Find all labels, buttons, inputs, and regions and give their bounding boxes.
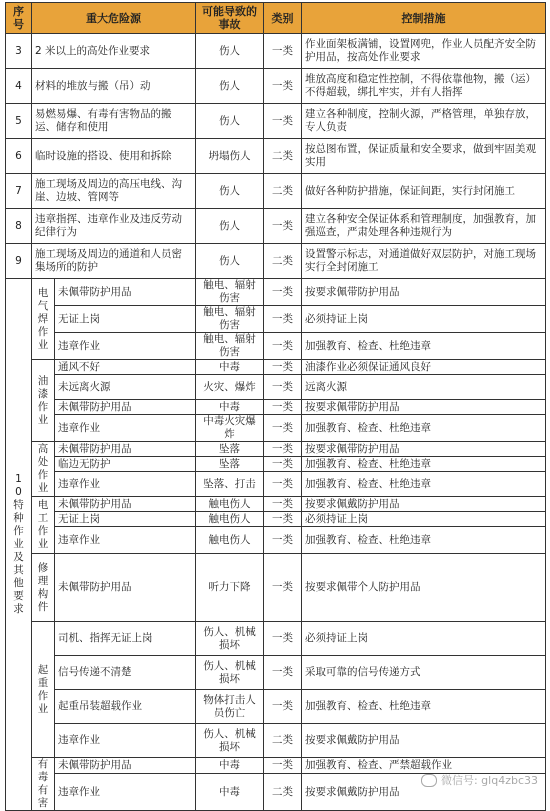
row-accident: 触电、辐射伤害	[196, 306, 264, 333]
row-accident: 物体打击人员伤亡	[196, 690, 264, 724]
table-row	[6, 375, 546, 400]
row-hazard: 施工现场及周边的通道和人员密集场所的防护	[32, 244, 196, 279]
row-hazard: 未佩带防护用品	[55, 554, 196, 622]
row-category: 一类	[264, 554, 302, 622]
row-no: 8	[6, 209, 32, 244]
row-category: 一类	[264, 104, 302, 139]
table-row	[6, 497, 546, 512]
row-accident: 触电伤人	[196, 497, 264, 512]
table-row	[6, 279, 546, 306]
row-category: 一类	[264, 472, 302, 497]
table-row	[6, 333, 546, 360]
row-accident: 触电伤人	[196, 527, 264, 554]
row-hazard: 临边无防护	[55, 457, 196, 472]
row-category: 一类	[264, 306, 302, 333]
table-row	[6, 690, 546, 724]
row-category: 二类	[264, 139, 302, 174]
row-category: 二类	[264, 724, 302, 758]
table-row	[6, 527, 546, 554]
row-no: 6	[6, 139, 32, 174]
hazard-table	[5, 2, 546, 811]
table-row	[6, 69, 546, 104]
table-row	[6, 209, 546, 244]
group-name: 电 气 焊 作 业	[32, 279, 55, 360]
row-measures: 加强教育、检查、杜绝违章	[302, 457, 546, 472]
row-hazard: 起重吊装超载作业	[55, 690, 196, 724]
row-measures: 必须持证上岗	[302, 306, 546, 333]
table-row	[6, 139, 546, 174]
row-accident: 伤人、机械损坏	[196, 622, 264, 656]
row-accident: 坍塌伤人	[196, 139, 264, 174]
row-accident: 坠落、打击	[196, 472, 264, 497]
row-measures: 按要求佩带防护用品	[302, 442, 546, 457]
special-no: 1 0 特 种 作 业 及 其 他 要 求	[6, 279, 32, 811]
row-no: 4	[6, 69, 32, 104]
row-category: 一类	[264, 527, 302, 554]
row-accident: 触电、辐射伤害	[196, 333, 264, 360]
row-category: 二类	[264, 174, 302, 209]
row-hazard: 未佩带防护用品	[55, 442, 196, 457]
table-row	[6, 360, 546, 375]
row-category: 一类	[264, 622, 302, 656]
row-category: 一类	[264, 457, 302, 472]
table-row	[6, 174, 546, 209]
row-measures: 设置警示标志，对通道做好双层防护，对施工现场实行全封闭施工	[302, 244, 546, 279]
row-category: 一类	[264, 375, 302, 400]
row-measures: 加强教育、检查、杜绝违章	[302, 472, 546, 497]
row-accident: 坠落	[196, 457, 264, 472]
row-category: 一类	[264, 360, 302, 375]
row-accident: 伤人	[196, 104, 264, 139]
row-measures: 按要求佩带个人防护用品	[302, 554, 546, 622]
row-category: 一类	[264, 512, 302, 527]
table-row	[6, 306, 546, 333]
row-hazard: 违章作业	[55, 774, 196, 811]
row-category: 一类	[264, 497, 302, 512]
row-hazard: 未佩带防护用品	[55, 279, 196, 306]
row-hazard: 违章作业	[55, 724, 196, 758]
row-accident: 中毒火灾爆炸	[196, 415, 264, 442]
row-hazard: 违章指挥、违章作业及违反劳动纪律行为	[32, 209, 196, 244]
row-hazard: 违章作业	[55, 472, 196, 497]
row-accident: 伤人	[196, 209, 264, 244]
row-accident: 坠落	[196, 442, 264, 457]
row-hazard: 无证上岗	[55, 512, 196, 527]
row-accident: 中毒	[196, 774, 264, 811]
row-measures: 加强教育、检查、杜绝违章	[302, 527, 546, 554]
watermark	[421, 772, 538, 788]
row-accident: 伤人	[196, 244, 264, 279]
row-measures: 按要求佩戴防护用品	[302, 497, 546, 512]
row-measures: 按要求佩戴防护用品	[302, 774, 546, 811]
row-hazard: 未远离火源	[55, 375, 196, 400]
table-row	[6, 104, 546, 139]
table-row	[6, 554, 546, 622]
row-accident: 伤人	[196, 69, 264, 104]
row-category: 一类	[264, 279, 302, 306]
row-measures: 按总图布置，保证质量和安全要求，做到牢固美观实用	[302, 139, 546, 174]
row-measures: 建立各种安全保证体系和管理制度，加强教育，加强巡查，严肃处理各种违规行为	[302, 209, 546, 244]
table-header-row	[6, 3, 546, 34]
row-no: 7	[6, 174, 32, 209]
row-measures: 加强教育、检查、严禁超载作业	[302, 758, 546, 774]
table-row	[6, 457, 546, 472]
row-hazard: 施工现场及周边的高压电线、沟崖、边坡、管网等	[32, 174, 196, 209]
header-no: 序号	[6, 3, 32, 34]
row-hazard: 违章作业	[55, 415, 196, 442]
group-name: 电 工 作 业	[32, 497, 55, 554]
table-row	[6, 442, 546, 457]
row-hazard: 未佩带防护用品	[55, 497, 196, 512]
row-accident: 触电伤人	[196, 512, 264, 527]
row-hazard: 无证上岗	[55, 306, 196, 333]
table-row	[6, 622, 546, 656]
row-category: 二类	[264, 774, 302, 811]
row-measures: 必须持证上岗	[302, 622, 546, 656]
row-accident: 伤人	[196, 34, 264, 69]
row-no: 5	[6, 104, 32, 139]
row-hazard: 材料的堆放与搬（吊）动	[32, 69, 196, 104]
header-category: 类别	[264, 3, 302, 34]
row-measures: 加强教育、检查、杜绝违章	[302, 333, 546, 360]
table-row	[6, 656, 546, 690]
row-accident: 伤人	[196, 174, 264, 209]
row-hazard: 2 米以上的高处作业要求	[32, 34, 196, 69]
row-measures: 油漆作业必须保证通风良好	[302, 360, 546, 375]
table-row	[6, 724, 546, 758]
row-measures: 作业面架板满铺，设置网兜，作业人员配齐安全防护用品，按高处作业要求	[302, 34, 546, 69]
row-category: 一类	[264, 656, 302, 690]
row-accident: 火灾、爆炸	[196, 375, 264, 400]
row-accident: 触电、辐射伤害	[196, 279, 264, 306]
row-measures: 加强教育、检查、杜绝违章	[302, 690, 546, 724]
row-accident: 伤人、机械损坏	[196, 656, 264, 690]
row-category: 一类	[264, 34, 302, 69]
row-hazard: 违章作业	[55, 333, 196, 360]
row-hazard: 未佩带防护用品	[55, 400, 196, 415]
group-name: 高 处 作 业	[32, 442, 55, 497]
row-no: 9	[6, 244, 32, 279]
table-row	[6, 512, 546, 527]
group-name: 有 毒 有 害	[32, 758, 55, 811]
wechat-icon	[421, 774, 437, 787]
watermark-text: 微信号: glq4zbc33	[441, 772, 538, 788]
table-row	[6, 415, 546, 442]
row-accident: 中毒	[196, 400, 264, 415]
row-hazard: 信号传递不清楚	[55, 656, 196, 690]
header-measures: 控制措施	[302, 3, 546, 34]
row-hazard: 违章作业	[55, 527, 196, 554]
row-measures: 必须持证上岗	[302, 512, 546, 527]
row-category: 二类	[264, 244, 302, 279]
row-category: 一类	[264, 758, 302, 774]
row-accident: 听力下降	[196, 554, 264, 622]
row-measures: 按要求佩戴防护用品	[302, 724, 546, 758]
group-name: 修 理 构 件	[32, 554, 55, 622]
table-row	[6, 400, 546, 415]
row-hazard: 通风不好	[55, 360, 196, 375]
row-hazard: 临时设施的搭设、使用和拆除	[32, 139, 196, 174]
row-category: 一类	[264, 690, 302, 724]
row-hazard: 司机、指挥无证上岗	[55, 622, 196, 656]
row-measures: 按要求佩带防护用品	[302, 400, 546, 415]
row-no: 3	[6, 34, 32, 69]
row-measures: 做好各种防护措施，保证间距，实行封闭施工	[302, 174, 546, 209]
row-category: 一类	[264, 400, 302, 415]
row-measures: 建立各种制度，控制火源，严格管理，单独存放，专人负责	[302, 104, 546, 139]
group-name: 起 重 作 业	[32, 622, 55, 758]
header-accident: 可能导致的事故	[196, 3, 264, 34]
row-measures: 堆放高度和稳定性控制，不得依靠他物，搬（运）不得超载，绑扎牢实，并有人指挥	[302, 69, 546, 104]
group-name: 油 漆 作 业	[32, 360, 55, 442]
row-accident: 伤人、机械损坏	[196, 724, 264, 758]
row-category: 一类	[264, 442, 302, 457]
row-category: 一类	[264, 333, 302, 360]
row-measures: 远离火源	[302, 375, 546, 400]
header-hazard: 重大危险源	[32, 3, 196, 34]
row-measures: 采取可靠的信号传递方式	[302, 656, 546, 690]
table-row	[6, 34, 546, 69]
row-hazard: 易燃易爆、有毒有害物品的搬运、储存和使用	[32, 104, 196, 139]
row-accident: 中毒	[196, 758, 264, 774]
row-category: 一类	[264, 415, 302, 442]
table-row	[6, 472, 546, 497]
row-category: 一类	[264, 69, 302, 104]
table-row	[6, 244, 546, 279]
row-accident: 中毒	[196, 360, 264, 375]
row-category: 一类	[264, 209, 302, 244]
row-hazard: 未佩带防护用品	[55, 758, 196, 774]
row-measures: 加强教育、检查、杜绝违章	[302, 415, 546, 442]
row-measures: 按要求佩带防护用品	[302, 279, 546, 306]
